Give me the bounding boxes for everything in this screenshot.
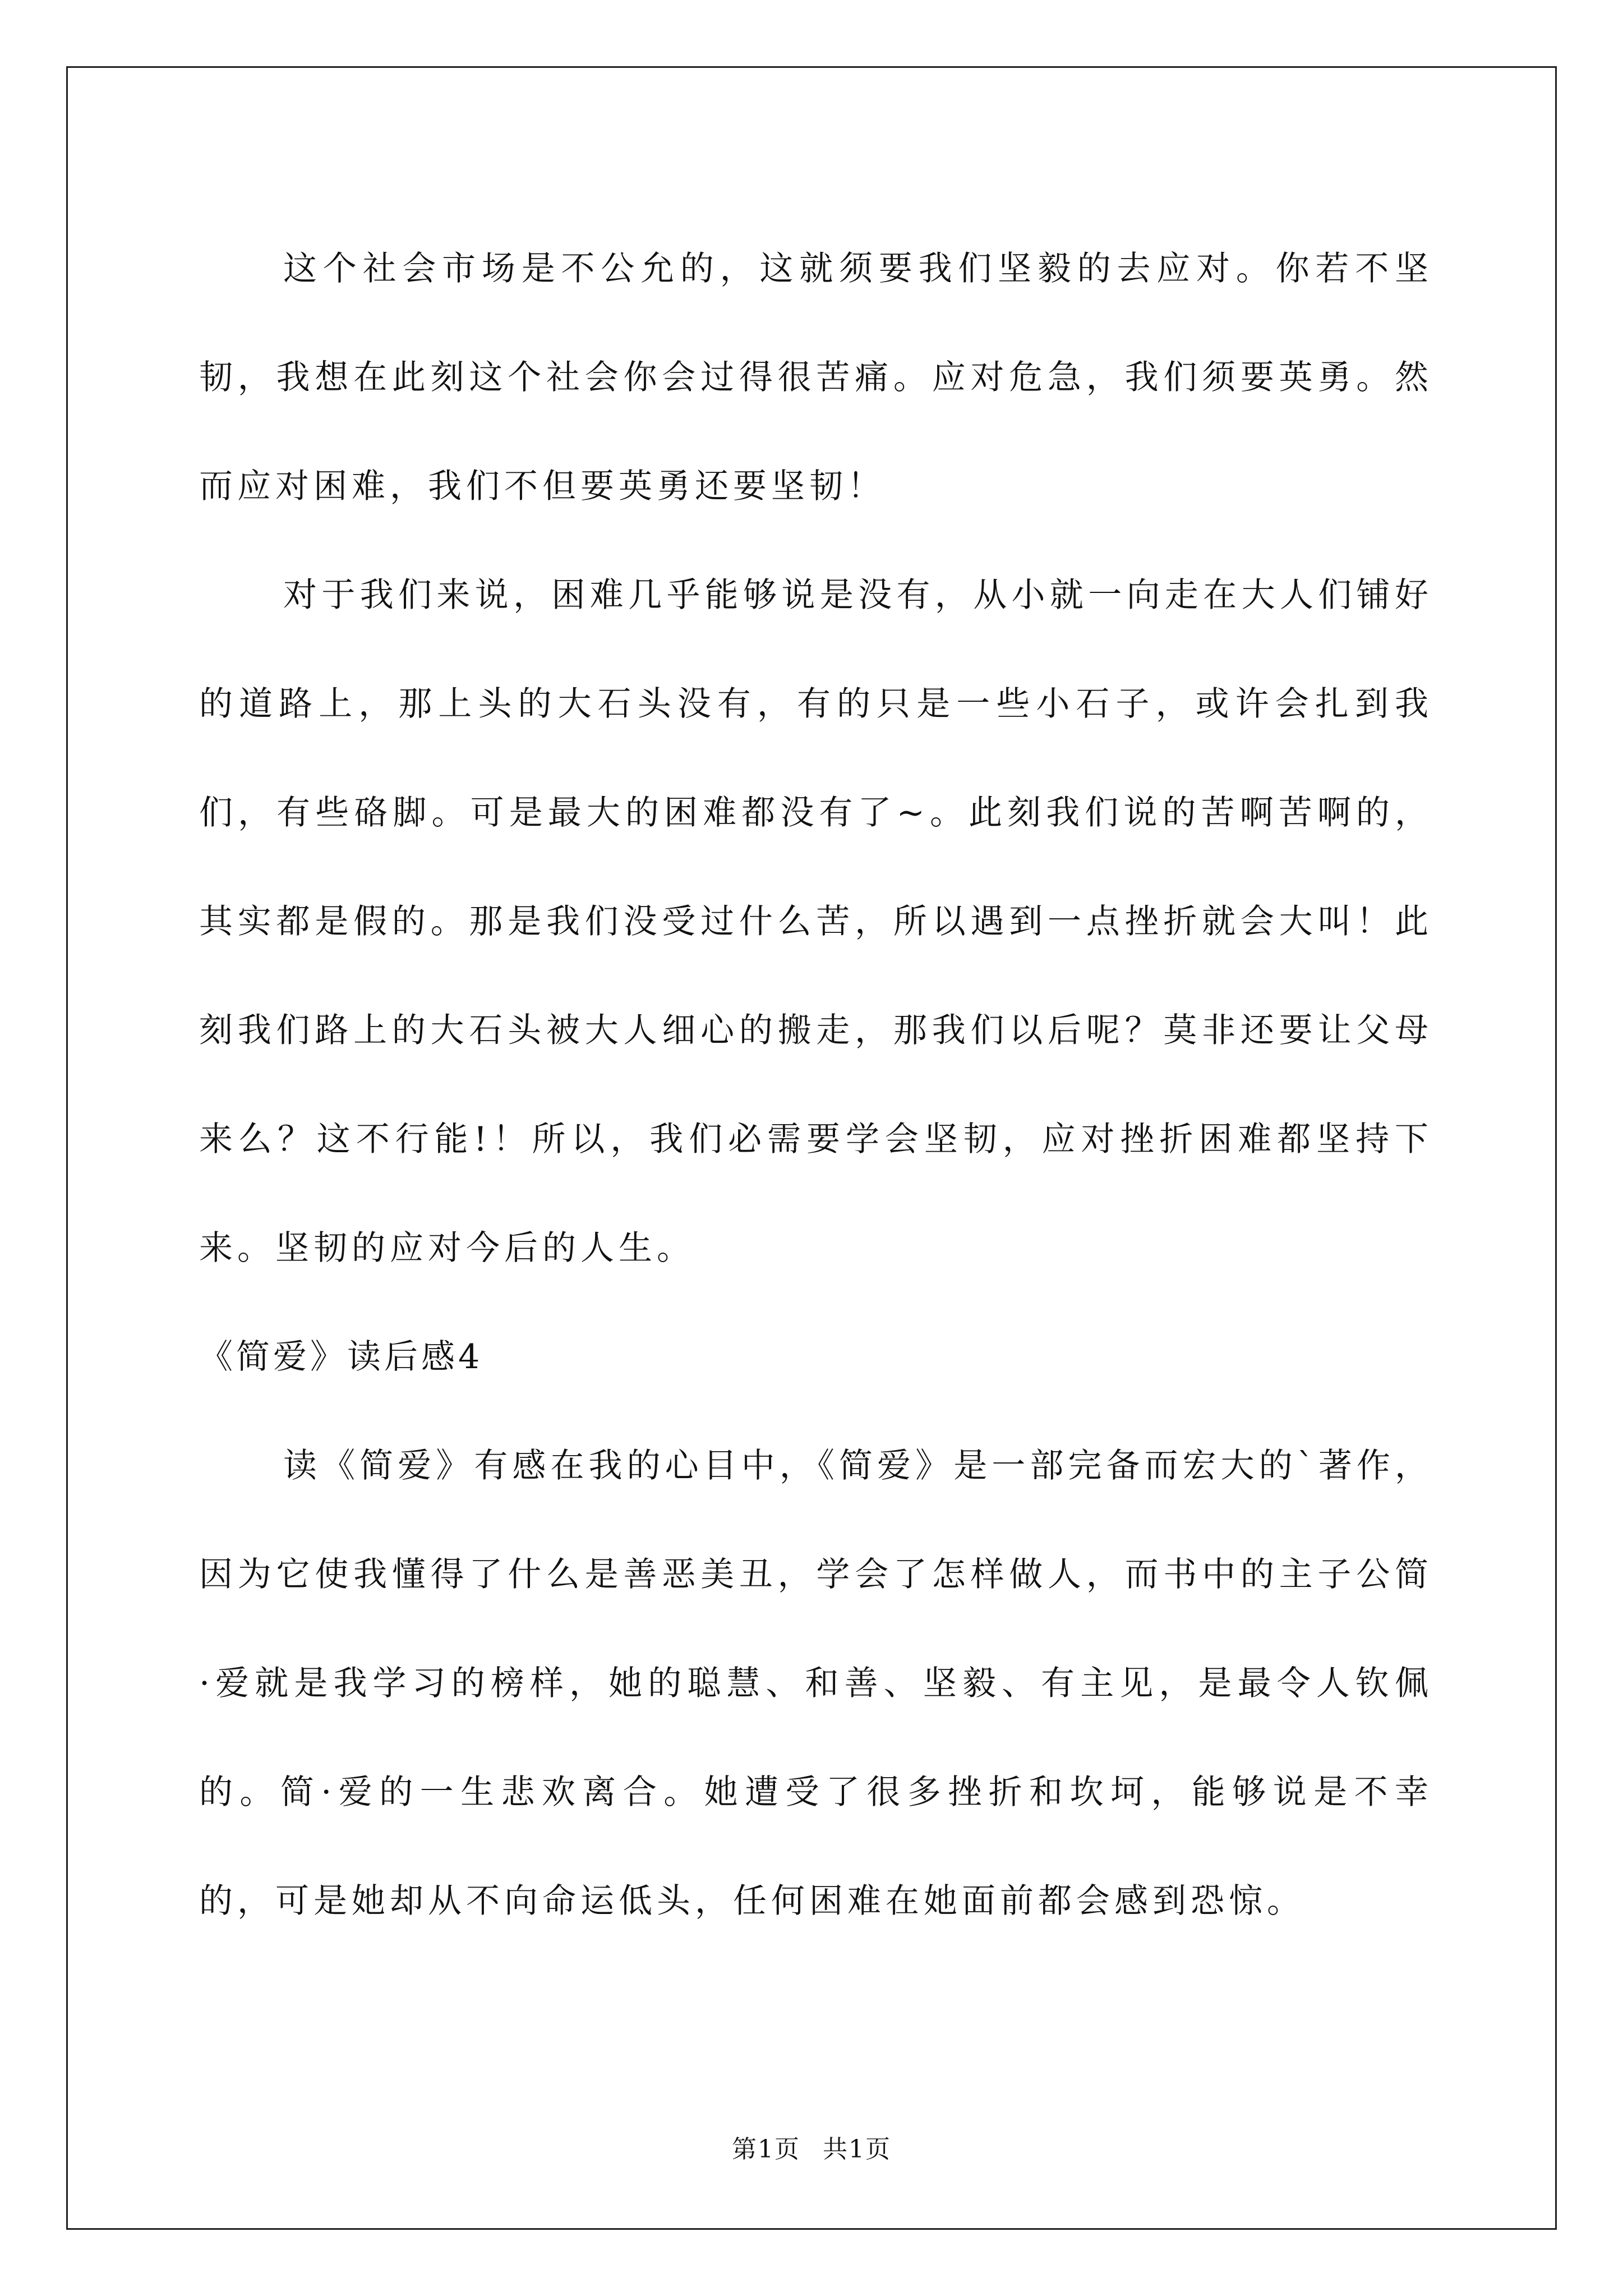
page-total: 共1页 xyxy=(823,2135,891,2164)
document-body xyxy=(199,214,1433,1955)
section-heading: 《简爱》读后感4 xyxy=(199,1337,483,1377)
paragraph-2: 对于我们来说，困难几乎能够说是没有，从小就一向走在大人们铺好的道路上，那上头的大石头没有，有的只是一些小石子，或许会扎到我们，有些硌脚。可是最大的困难都没有了~。此刻我们说的苦啊苦啊的，其实都是假的。那是我们没受过什么苦，所以遇到一点挫折就会大叫！此刻我们路上的大石头被大人细心的搬走，那我们以后呢？莫非还要让父母来么？这不行能!！所以，我们必需要学会坚韧，应对挫折困难都坚持下来。坚韧的应对今后的人生。 xyxy=(199,576,1433,1268)
paragraph-3: 读《简爱》有感在我的心目中，《简爱》是一部完备而宏大的`著作，因为它使我懂得了什么是善恶美丑，学会了怎样做人，而书中的主子公简·爱就是我学习的榜样，她的聪慧、和善、坚毅、有主见，是最令人钦佩的。简·爱的一生悲欢离合。她遭受了很多挫折和坎坷，能够说是不幸的，可是她却从不向命运低头，任何困难在她面前都会感到恐惊。 xyxy=(199,1446,1433,1921)
page-number: 第1页 xyxy=(732,2135,800,2164)
page-footer xyxy=(0,2129,1623,2165)
paragraph-1: 这个社会市场是不公允的，这就须要我们坚毅的去应对。你若不坚韧，我想在此刻这个社会你会过得很苦痛。应对危急，我们须要英勇。然而应对困难，我们不但要英勇还要坚韧！ xyxy=(199,249,1433,506)
